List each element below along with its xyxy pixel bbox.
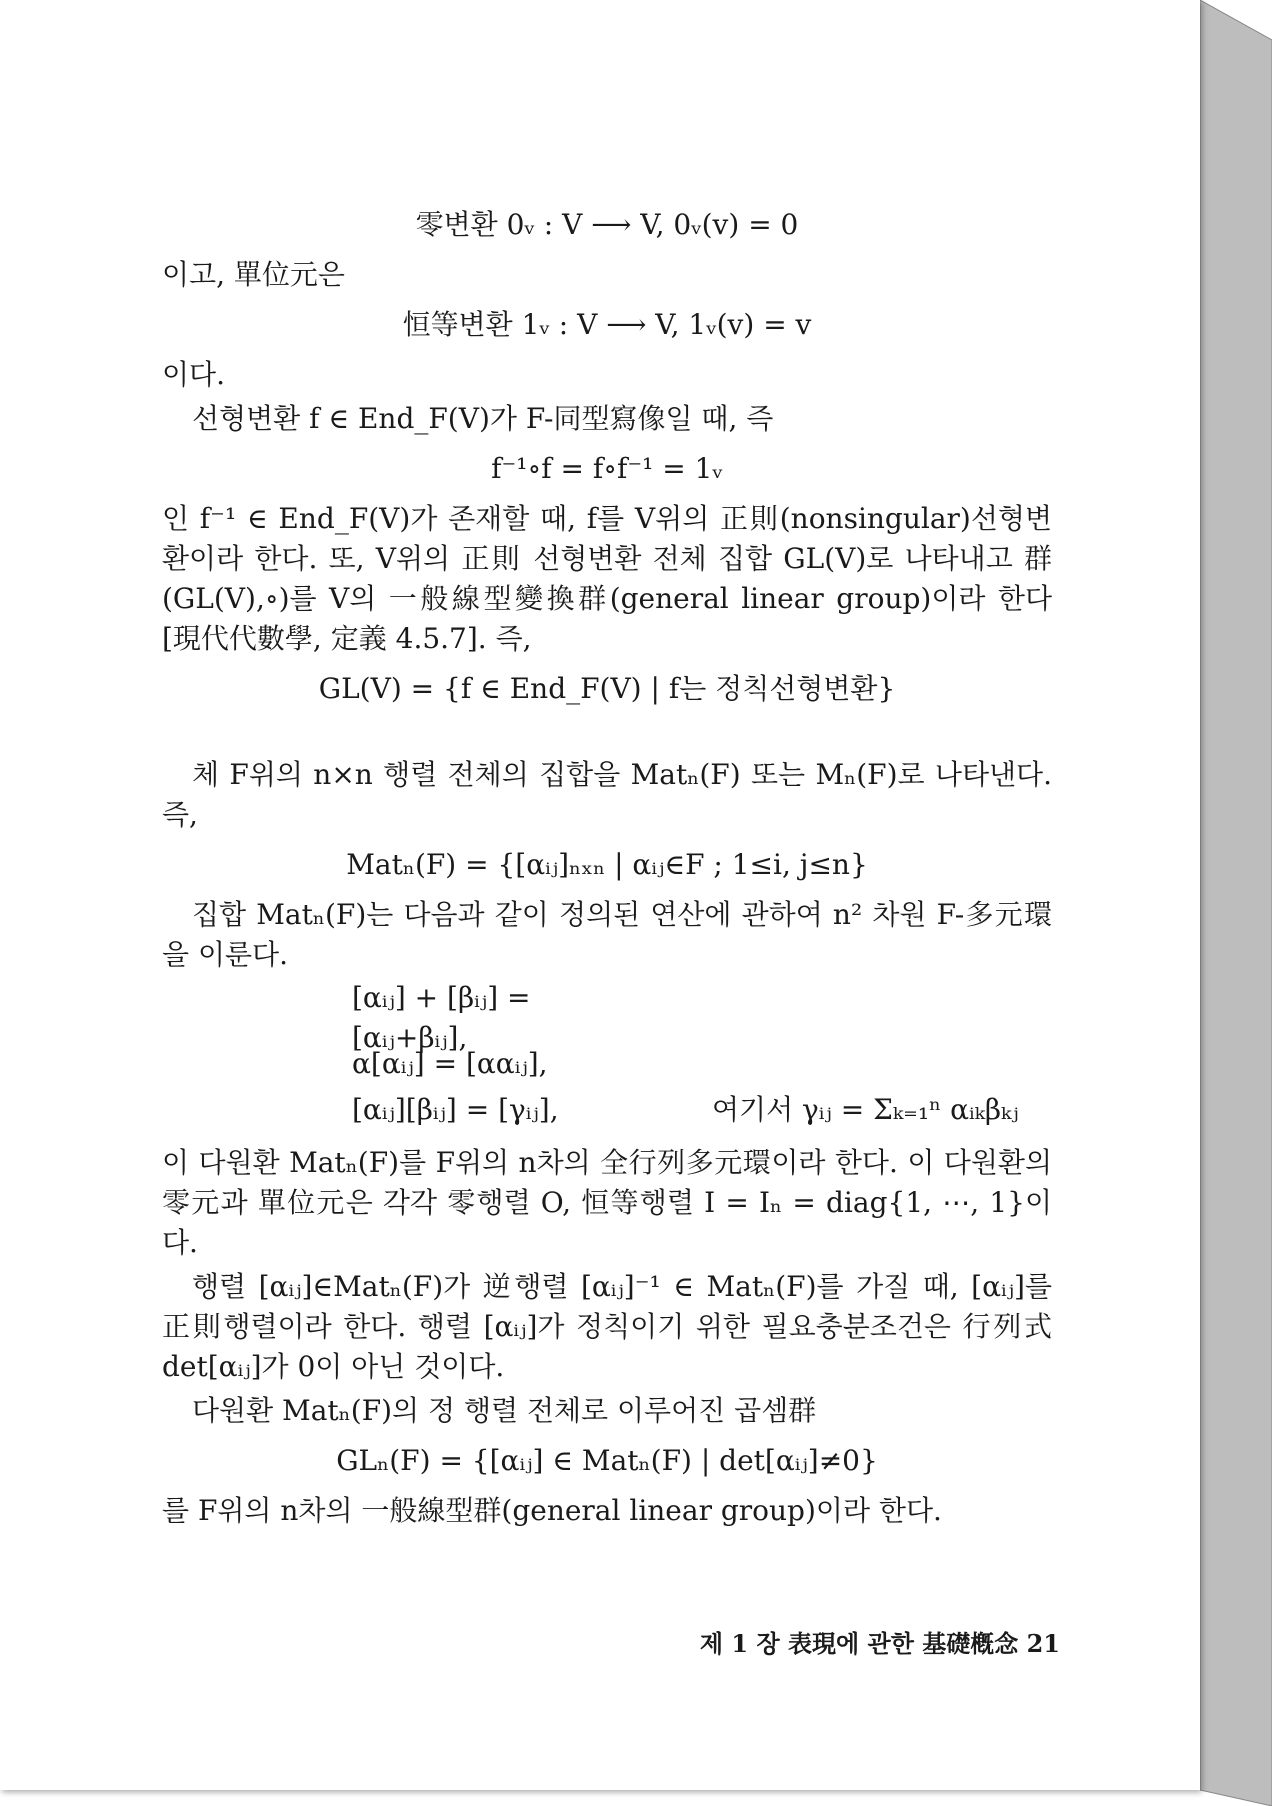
- page-content: [162, 195, 1052, 1535]
- formula-identity-map: 恒等변환 1ᵥ : V ⟶ V, 1ᵥ(v) = v: [402, 308, 812, 341]
- paragraph: 행렬 [αᵢⱼ]∈Matₙ(F)가 逆행렬 [αᵢⱼ]⁻¹ ∈ Matₙ(F)를 가질 때, [αᵢⱼ]를 正則행렬이라 한다. 행렬 [αᵢⱼ]가 정칙이기 위한 필요충분조건은 行列式 det[αᵢⱼ]가 0이 아닌 것이다.: [162, 1270, 1052, 1383]
- formula-product-def: 여기서 γᵢⱼ = Σₖ₌₁ⁿ αᵢₖβₖⱼ: [712, 1093, 1019, 1126]
- paragraph: 체 F위의 n×n 행렬 전체의 집합을 Matₙ(F) 또는 Mₙ(F)로 나타낸다. 즉,: [162, 758, 1052, 831]
- paragraph: 를 F위의 n차의 一般線型群(general linear group)이라 한다.: [162, 1494, 942, 1527]
- paragraph: 이 다원환 Matₙ(F)를 F위의 n차의 全行列多元環이라 한다. 이 다원환의 零元과 單位元은 각각 零행렬 O, 恒等행렬 I = Iₙ = diag{1, ⋯, 1}이다.: [162, 1146, 1052, 1259]
- formula-mat-n: Matₙ(F) = {[αᵢⱼ]ₙₓₙ | αᵢⱼ∈F ; 1≤i, j≤n}: [346, 848, 868, 881]
- paragraph: 선형변환 f ∈ End_F(V)가 F-同型寫像일 때, 즉: [192, 402, 774, 435]
- page-footer: 제 1 장 表現에 관한 基礎槪念 21: [699, 1629, 1060, 1658]
- formula-sum: [αᵢⱼ] + [βᵢⱼ] = [αᵢⱼ+βᵢⱼ],: [352, 981, 531, 1054]
- matrix-operations: [352, 981, 1052, 1133]
- formula-scalar: α[αᵢⱼ] = [ααᵢⱼ],: [352, 1047, 548, 1080]
- formula-gl-n: GLₙ(F) = {[αᵢⱼ] ∈ Matₙ(F) | det[αᵢⱼ]≠0}: [336, 1444, 878, 1477]
- paragraph: 이고, 單位元은: [162, 258, 345, 291]
- formula-product: [αᵢⱼ][βᵢⱼ] = [γᵢⱼ],: [352, 1093, 559, 1126]
- formula-zero-map: 零변환 0ᵥ : V ⟶ V, 0ᵥ(v) = 0: [415, 208, 799, 241]
- formula-gl-v: GL(V) = {f ∈ End_F(V) | f는 정칙선형변환}: [318, 672, 896, 705]
- paragraph: 인 f⁻¹ ∈ End_F(V)가 존재할 때, f를 V위의 正則(nonsingular)선형변환이라 한다. 또, V위의 正則 선형변환 전체 집합 GL(V)로 나타내고 群 (GL(V),∘)를 V의 一般線型變換群(general linear group)이라 한다 [現代代數學, 定義 4.5.7]. 즉,: [162, 502, 1052, 655]
- paragraph: 이다.: [162, 358, 225, 391]
- paragraph: 집합 Matₙ(F)는 다음과 같이 정의된 연산에 관하여 n² 차원 F-多元環을 이룬다.: [162, 898, 1052, 971]
- book-edge: [1200, 0, 1272, 1806]
- paragraph: 다원환 Matₙ(F)의 정 행렬 전체로 이루어진 곱셈群: [192, 1394, 817, 1427]
- formula-inverse: f⁻¹∘f = f∘f⁻¹ = 1ᵥ: [491, 452, 723, 485]
